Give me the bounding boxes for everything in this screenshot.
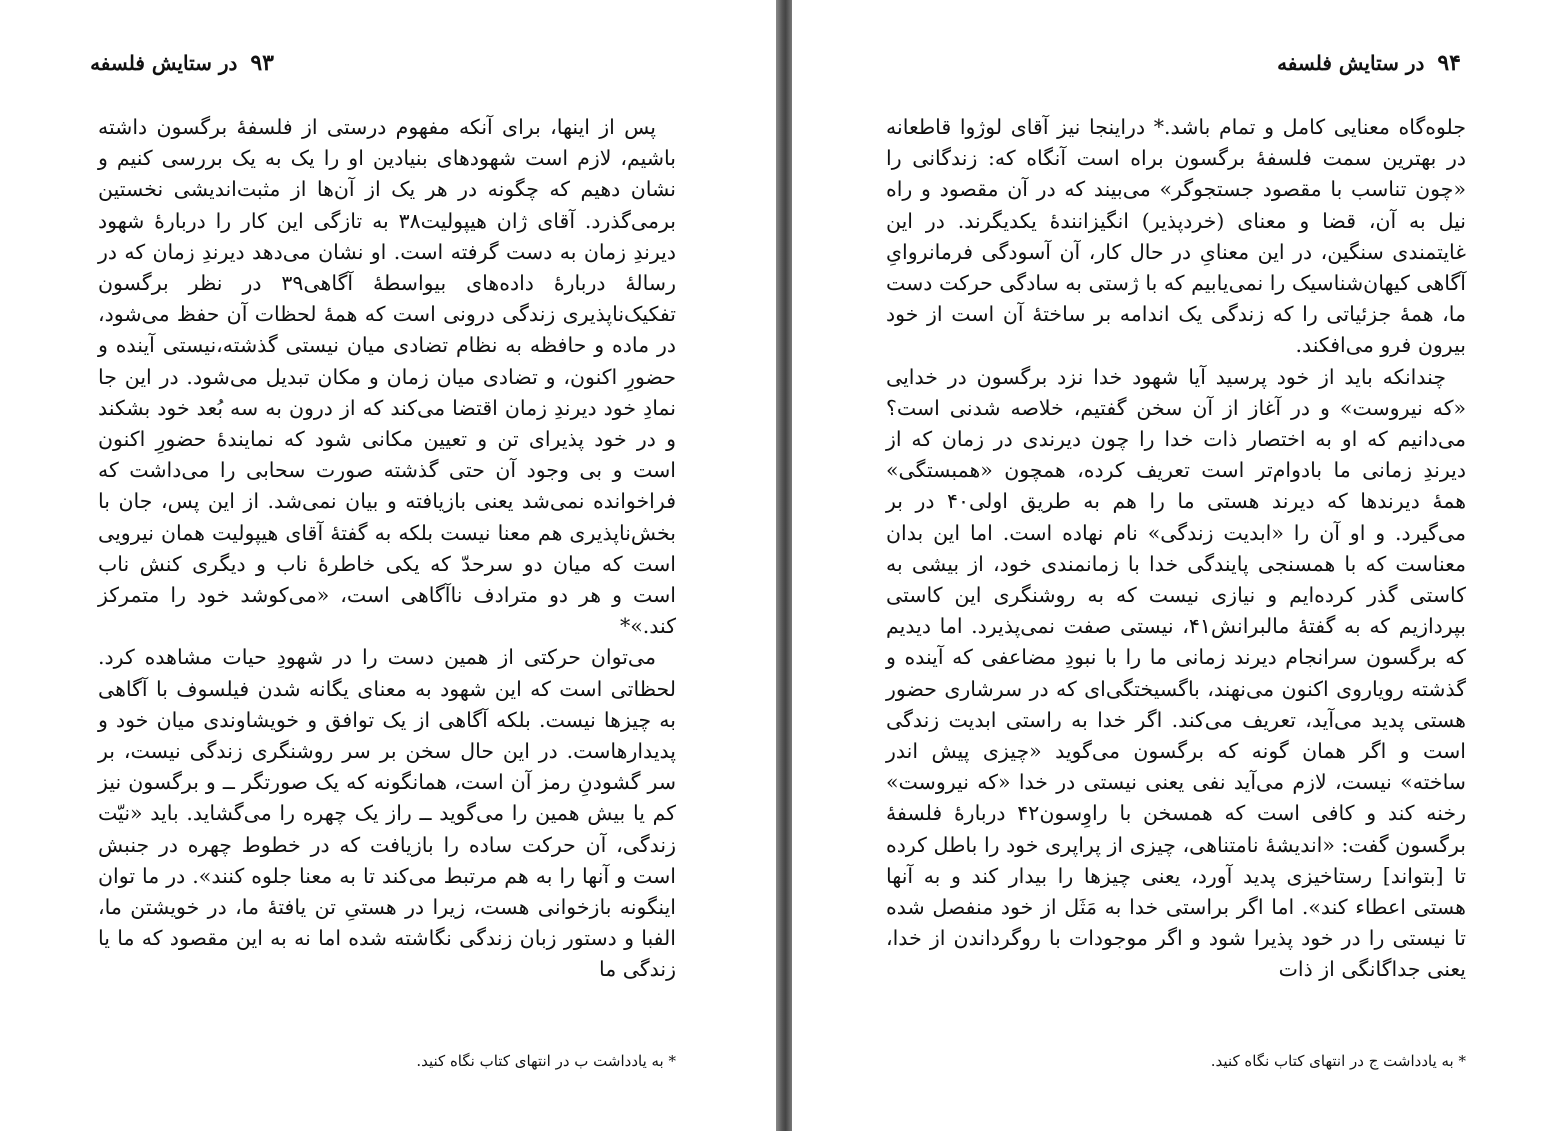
paragraph: چندانکه باید از خود پرسید آیا شهود خدا نزد برگسون در خدایی «که نیروست» و در آغاز از آن سخن گفتیم، خلاصه شدنی است؟ می‌دانیم که او به اختصار ذات خدا را چون دیرندی در زمان که از دیرندِ زمانی ما بادوام‌تر است تعریف کرده، همچون «همبستگی» همهٔ دیرندها که دیرند هستی ما را هم به طریق اولی۴۰ در بر می‌گیرد. و او آن را «ابدیت زندگی» نام نهاده است. اما این بدان معناست که با همسنجی پایندگی خدا با زمانمندی خود، از بیشی به کاستی گذر کرده‌ایم و نیازی نیست که به روشنگری این کاستی بپردازیم که به گفتهٔ مالبرانش۴۱، نیستی صفت نمی‌پذیرد. اما دیدیم که برگسون سرانجام دیرند زمانی ما را با نبودِ مضاعفی که آینده و گذشته رویاروی اکنون می‌نهند، باگسیختگی‌ای که در سرشاری حضور هستی پدید می‌آید، تعریف می‌کند. اگر خدا به راستی ابدیت زندگی است و اگر همان گونه که برگسون می‌گوید «چیزی پیش اندر ساخته» نیست، لازم می‌آید نفی یعنی نیستی در خدا «که نیروست» رخنه کند و کافی است که همسخن با راوِسون۴۲ دربارهٔ فلسفهٔ برگسون گفت: «اندیشهٔ نامتناهی، چیزی از پراپری خود را باطل کرده تا [بتواند] رستاخیزی پدید آورد، یعنی چیزها را بیدار کند و به آنها هستی اعطاء کند». اما اگر براستی خدا به مَثَل از خود منفصل شده تا نیستی را در خود پذیرا شود و اگر موجودات با روگرداندن از خدا، یعنی جداگانگی از ذات <box>886 364 1467 982</box>
running-head <box>90 50 280 76</box>
body-text <box>886 112 1466 986</box>
left-page <box>0 0 776 1131</box>
running-title: در ستایش فلسفه <box>90 51 238 75</box>
book-gutter <box>776 0 792 1131</box>
right-page <box>792 0 1567 1131</box>
paragraph: جلوه‌گاه معنایی کامل و تمام باشد.* دراینجا نیز آقای لوژوا قاطعانه در بهترین سمت فلسفهٔ برگسون براه است آنگاه که: زندگانی را «چون تناسب با مقصود جستجوگر» می‌بیند که در آن مقصود و راه نیل به آن، قضا و معنای (خردپذیر) انگیزانندهٔ یکدیگرند. در این غایتمندی سنگین، در این معنایِ در حال کار، آن آسودگی فرمانروایِ آگاهی کیهان‌شناسیک را نمی‌یابیم که با ژستی به سادگی حرکت دست ما، همهٔ جزئیاتی را که زندگی یک اندامه بر ساختهٔ آن است از خود بیرون فرو می‌افکند. <box>886 115 1466 358</box>
page-number: ۹۴ <box>1437 50 1461 76</box>
page-number: ۹۳ <box>250 50 274 76</box>
footnote: * به یادداشت ج در انتهای کتاب نگاه کنید. <box>1210 1052 1466 1070</box>
footnote: * به یادداشت ب در انتهای کتاب نگاه کنید. <box>416 1052 676 1070</box>
running-head <box>1277 50 1467 76</box>
running-title: در ستایش فلسفه <box>1277 51 1425 75</box>
paragraph: می‌توان حرکتی از همین دست را در شهودِ حیات مشاهده کرد. لحظاتی است که این شهود به معنای یگانه شدن فیلسوف با آگاهی به چیزها نیست. بلکه آگاهی از یک توافق و خویشاوندی میان خود و پدیدارهاست. در این حال سخن بر سر روشنگری زندگی نیست، بر سر گشودنِ رمز آن است، همانگونه که یک صورتگر ــ و برگسون نیز کم یا بیش همین را می‌گوید ــ راز یک چهره را می‌گشاید. باید «نیّت زندگی، آن حرکت ساده را بازیافت که در خطوط چهره در جنبش است و آنها را به هم مرتبط می‌کند تا به معنا جلوه کنند». در ما توان اینگونه بازخوانی هست، زیرا در هستیِ تن یافتهٔ ما، در خویشتن ما، الفبا و دستور زبان زندگی نگاشته شده اما نه به این مقصود که ما یا زندگی ما <box>98 645 676 982</box>
body-text <box>98 112 676 986</box>
paragraph: پس از اینها، برای آنکه مفهوم درستی از فلسفهٔ برگسون داشته باشیم، لازم است شهودهای بنیادین او را یک به یک بررسی کنیم و نشان دهیم که چگونه در هر یک از آن‌ها از مثبت‌اندیشی نخستین برمی‌گذرد. آقای ژان هیپولیت۳۸ به تازگی این کار را دربارهٔ شهود دیرندِ زمان به دست گرفته است. او نشان می‌دهد دیرندِ زمان که در رسالهٔ دربارهٔ داده‌های بیواسطهٔ آگاهی۳۹ در نظر برگسون تفکیک‌ناپذیری زندگی درونی است که همهٔ لحظات آن حفظ می‌شود، در ماده و حافظه به نظام تضادی میان نیستی گذشته،نیستی آینده و حضورِ اکنون، و تضادی میان زمان و مکان تبدیل می‌شود. در این جا نمادِ خود دیرندِ زمان اقتضا می‌کند که از درون به سه بُعد خود بشکند و در خود پذیرای تن و تعیین مکانی شود که نمایندهٔ حضورِ اکنون است و بی وجود آن حتی گذشته صورت سحابی را می‌داشت که فراخوانده نمی‌شد یعنی بازیافته و بیان نمی‌شد. از این پس، جان با بخش‌ناپذیری هم معنا نیست بلکه به گفتهٔ آقای هیپولیت همان نیرویی است که میان دو سرحدّ که یکی خاطرهٔ ناب و دیگری کنش ناب است و هر دو مترادف ناآگاهی است، «می‌کوشد خود را متمرکز کند.»* <box>98 115 676 639</box>
